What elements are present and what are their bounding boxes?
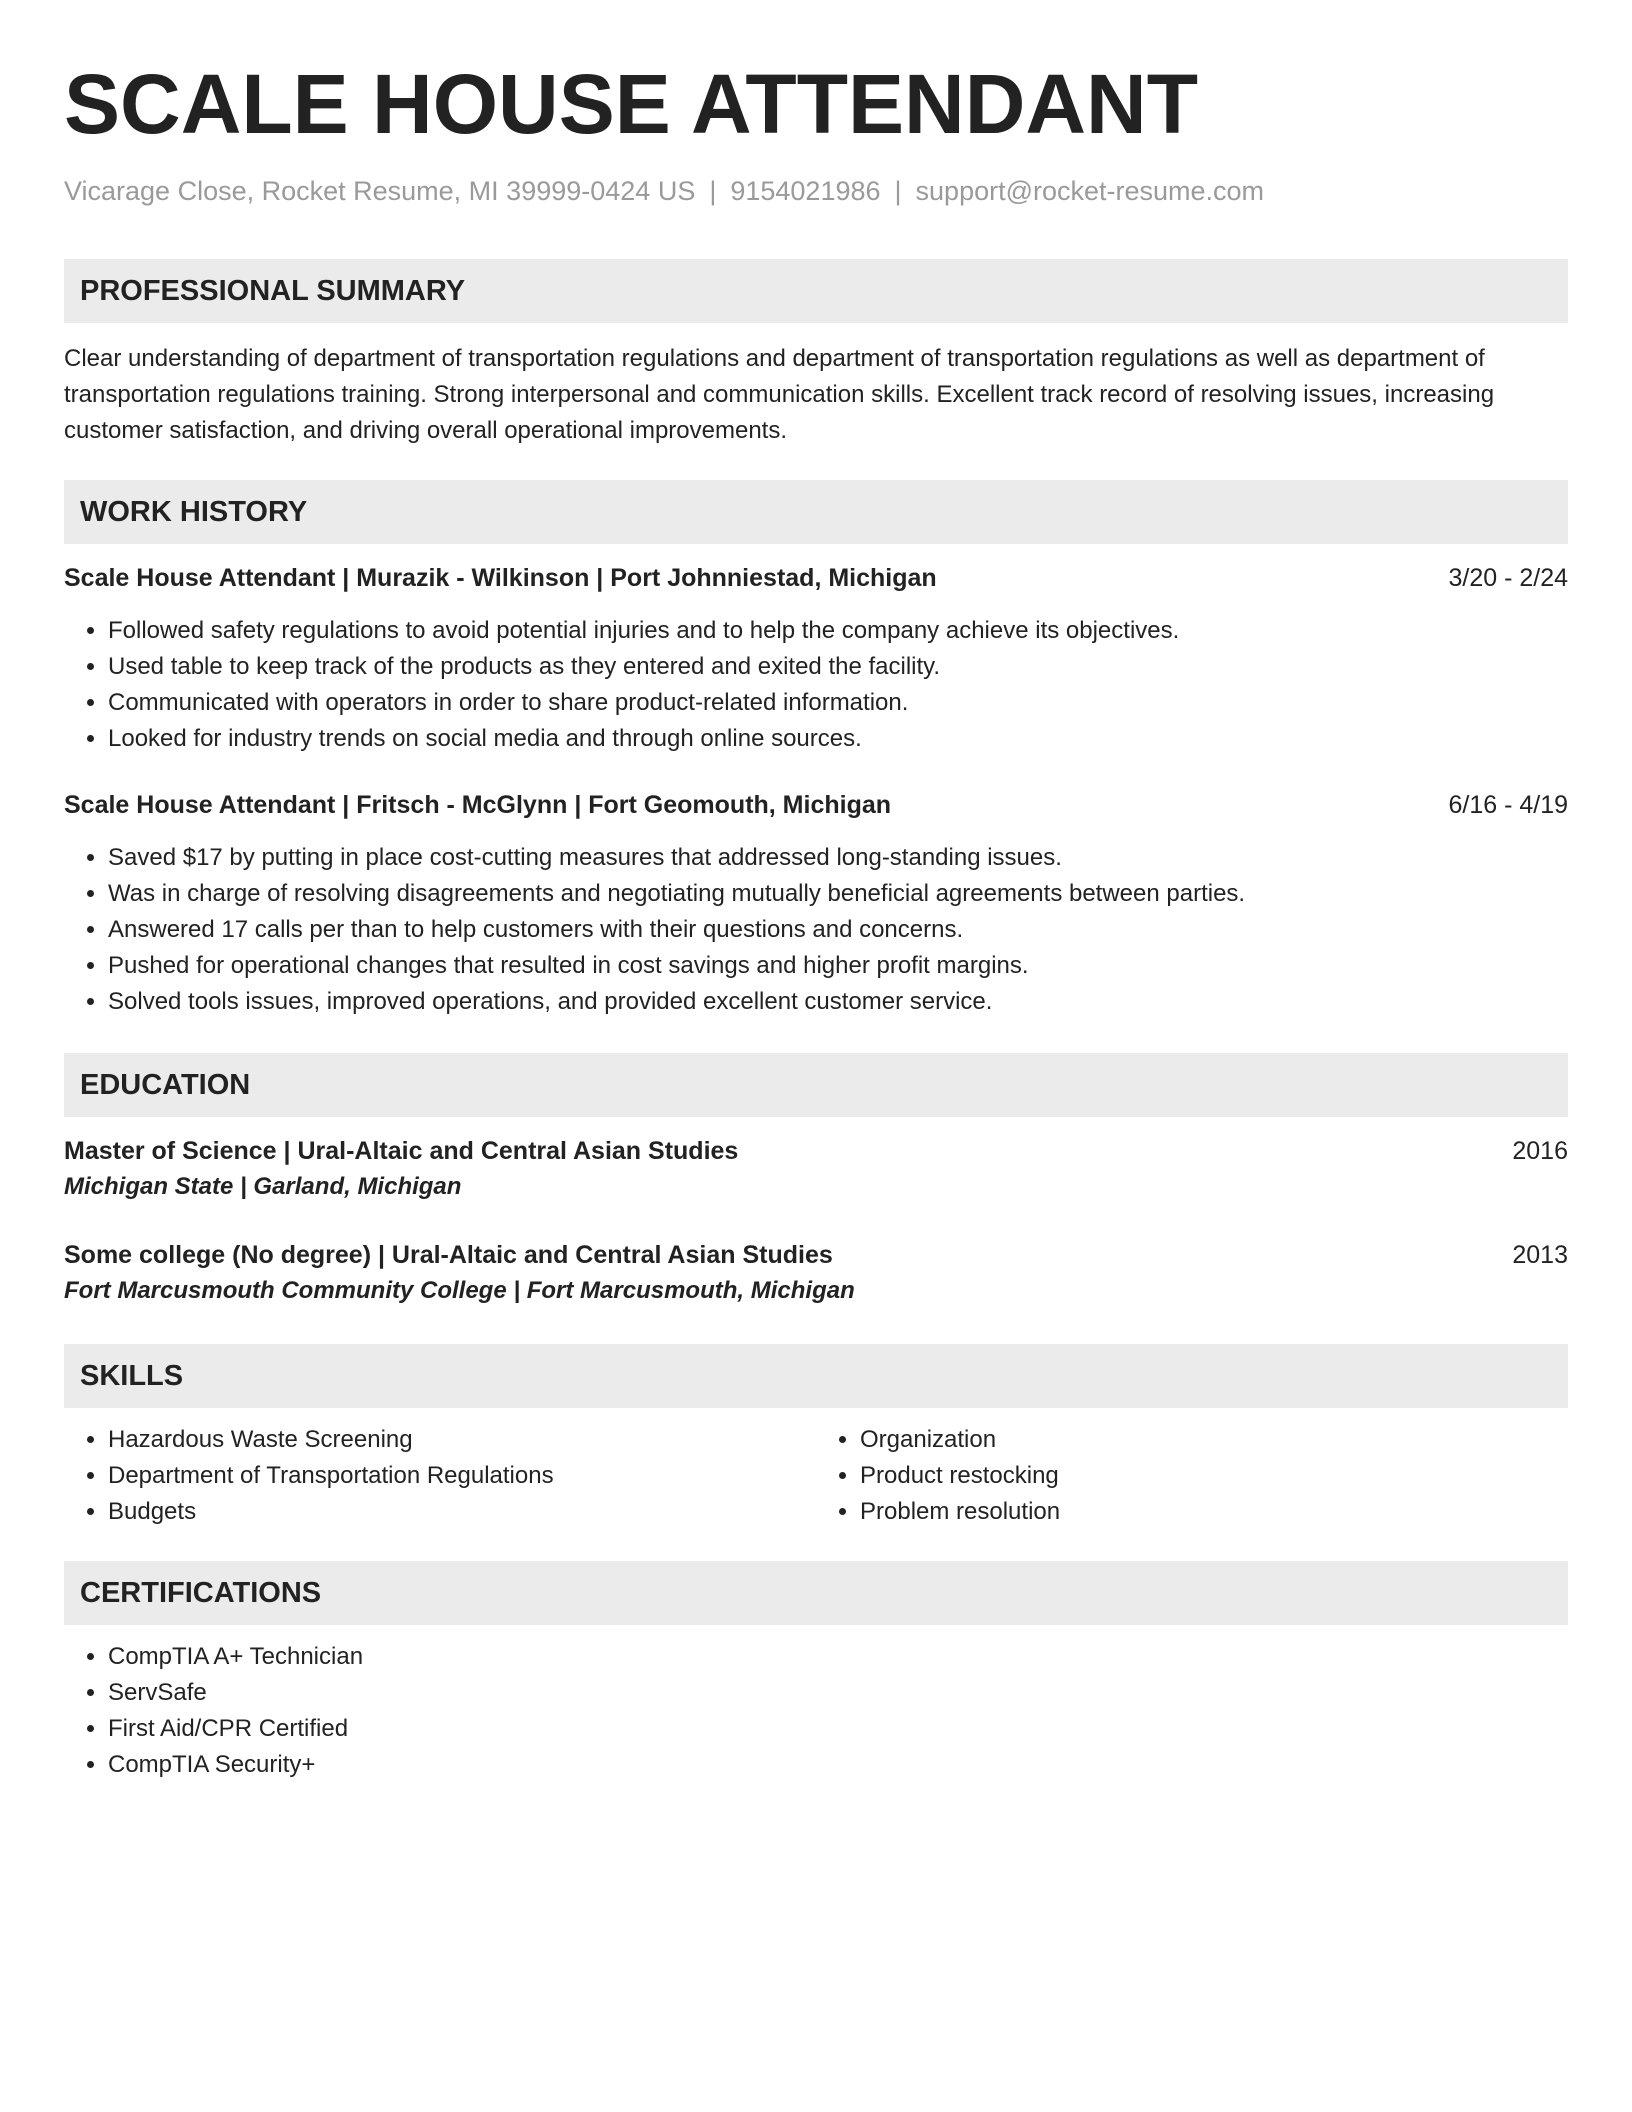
list-item: • Organization: [860, 1422, 1568, 1458]
list-item: • CompTIA A+ Technician: [108, 1639, 1568, 1675]
job-header: [64, 788, 1568, 822]
list-item: • Solved tools issues, improved operations, and provided excellent customer service.: [108, 984, 1568, 1020]
list-item: • ServSafe: [108, 1675, 1568, 1711]
section-heading-education: EDUCATION: [64, 1053, 1568, 1117]
school-name: Michigan State | Garland, Michigan: [64, 1173, 462, 1200]
list-item: • Pushed for operational changes that resulted in cost savings and higher profit margins.: [108, 948, 1568, 984]
list-item: • Followed safety regulations to avoid potential injuries and to help the company achieve its objectives.: [108, 613, 1568, 649]
school-name: Fort Marcusmouth Community College | Fort Marcusmouth, Michigan: [64, 1277, 855, 1304]
list-item: • Looked for industry trends on social media and through online sources.: [108, 721, 1568, 757]
degree-year: 2016: [1512, 1137, 1568, 1165]
skills-list-left: [64, 1422, 816, 1530]
education-entry: [64, 1134, 1568, 1206]
degree-title: Master of Science | Ural-Altaic and Central Asian Studies: [64, 1137, 739, 1165]
list-item: • Problem resolution: [860, 1494, 1568, 1530]
contact-separator: |: [709, 176, 717, 206]
list-item: • Used table to keep track of the products as they entered and exited the facility.: [108, 649, 1568, 685]
list-item: • Product restocking: [860, 1458, 1568, 1494]
list-item: • Department of Transportation Regulations: [108, 1458, 816, 1494]
skills-columns: [64, 1422, 1568, 1530]
list-item: • Saved $17 by putting in place cost-cutting measures that addressed long-standing issues.: [108, 840, 1568, 876]
list-item: • First Aid/CPR Certified: [108, 1711, 1568, 1747]
contact-separator: |: [894, 176, 902, 206]
section-heading-summary: PROFESSIONAL SUMMARY: [64, 259, 1568, 323]
job-duties-list: [64, 840, 1568, 1020]
resume-page: [64, 56, 1568, 1783]
degree-year: 2013: [1512, 1241, 1568, 1269]
job-entry: [64, 788, 1568, 1020]
certifications-list: [64, 1639, 1568, 1783]
job-title: Scale House Attendant | Murazik - Wilkinson | Port Johnniestad, Michigan: [64, 564, 937, 592]
education-header: [64, 1134, 1568, 1168]
skills-list-right: [816, 1422, 1568, 1530]
section-heading-certifications: CERTIFICATIONS: [64, 1561, 1568, 1625]
education-entry: [64, 1238, 1568, 1310]
job-dates: 6/16 - 4/19: [1448, 791, 1568, 819]
list-item: • CompTIA Security+: [108, 1747, 1568, 1783]
job-title: Scale House Attendant | Fritsch - McGlynn | Fort Geomouth, Michigan: [64, 791, 892, 819]
job-entry: [64, 561, 1568, 757]
education-header: [64, 1238, 1568, 1272]
list-item: • Communicated with operators in order to share product-related information.: [108, 685, 1568, 721]
job-dates: 3/20 - 2/24: [1448, 564, 1568, 592]
list-item: • Answered 17 calls per than to help customers with their questions and concerns.: [108, 912, 1568, 948]
candidate-name: SCALE HOUSE ATTENDANT: [64, 57, 1198, 151]
section-heading-skills: SKILLS: [64, 1344, 1568, 1408]
list-item: • Budgets: [108, 1494, 816, 1530]
summary-text: Clear understanding of department of transportation regulations and department of transportation regulations as well as department of transportation regulations training. Strong interpersonal and communication skills. Excellent track record of resolving issues, increasing customer satisfaction, and driving overall operational improvements.: [64, 345, 1495, 444]
list-item: • Was in charge of resolving disagreements and negotiating mutually beneficial agreements between parties.: [108, 876, 1568, 912]
job-duties-list: [64, 613, 1568, 757]
contact-line: [64, 174, 1568, 208]
section-heading-work-history: WORK HISTORY: [64, 480, 1568, 544]
contact-address: Vicarage Close, Rocket Resume, MI 39999-0424 US: [64, 176, 696, 206]
list-item: • Hazardous Waste Screening: [108, 1422, 816, 1458]
contact-email: support@rocket-resume.com: [915, 176, 1265, 206]
degree-title: Some college (No degree) | Ural-Altaic and Central Asian Studies: [64, 1241, 833, 1269]
job-header: [64, 561, 1568, 595]
contact-phone: 9154021986: [730, 176, 881, 206]
